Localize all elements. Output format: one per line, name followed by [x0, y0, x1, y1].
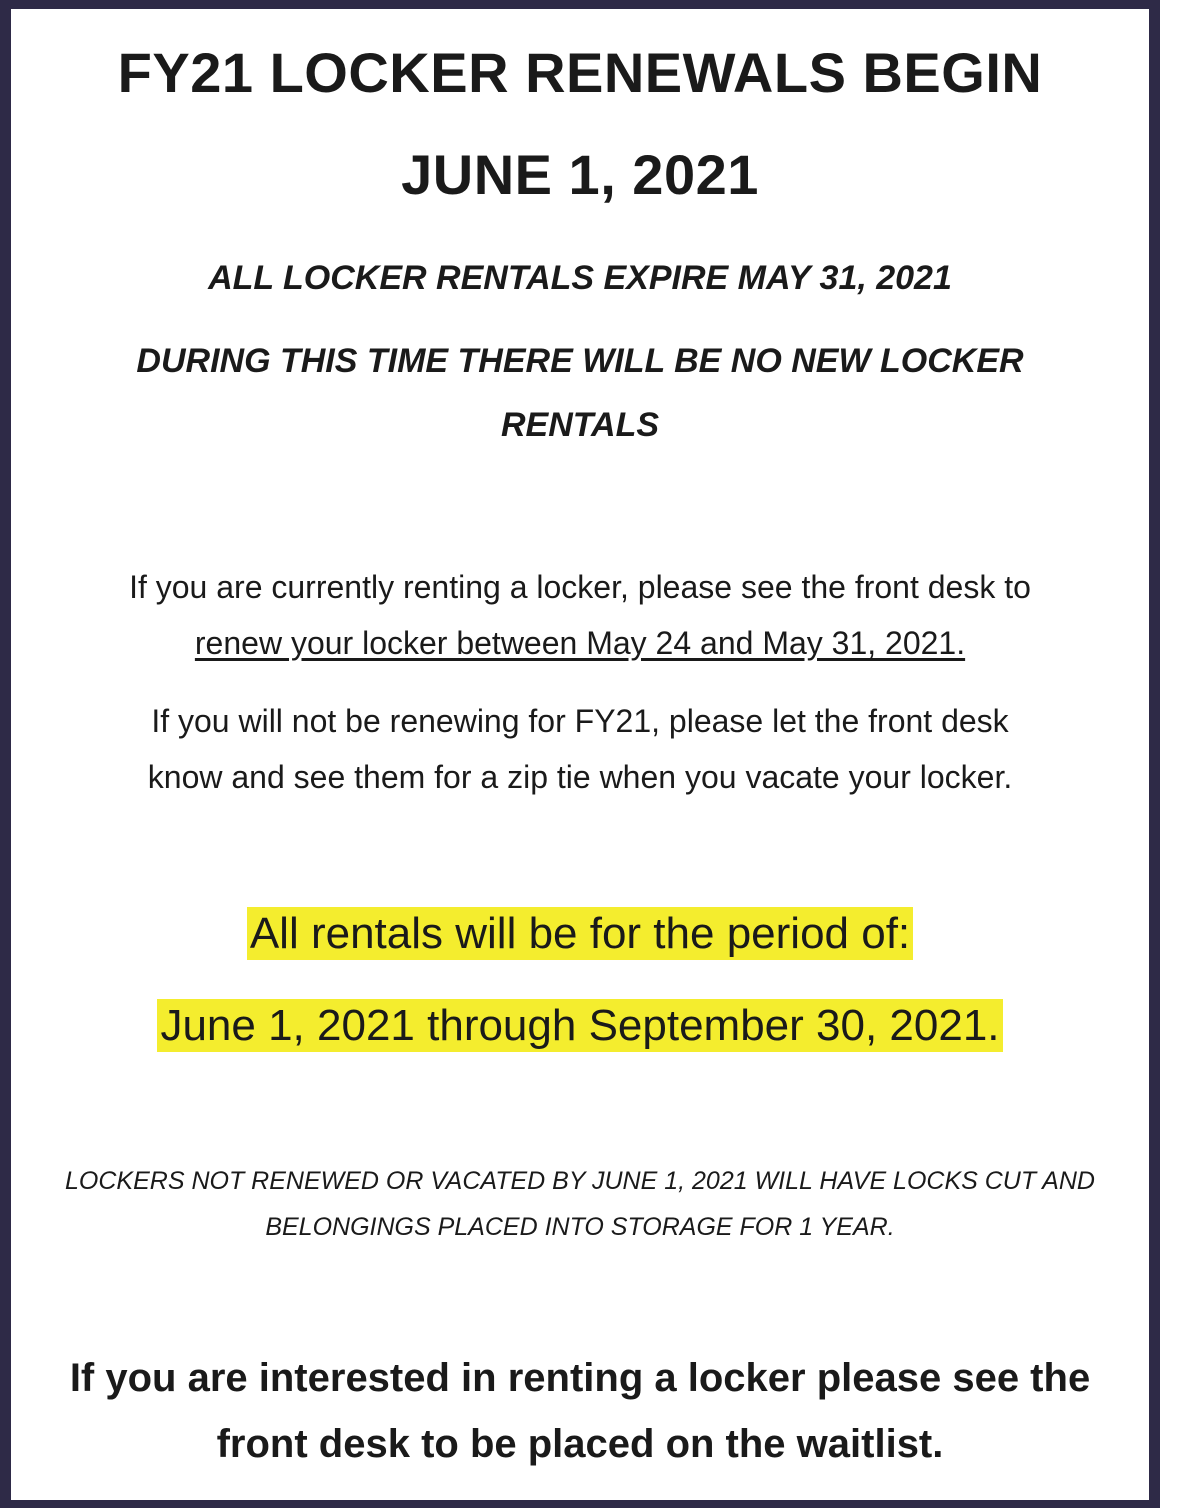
not-renewing-line-2: know and see them for a zip tie when you vacate your locker.: [147, 759, 1013, 795]
rental-period-highlight-2: June 1, 2021 through September 30, 2021.: [157, 999, 1002, 1052]
waitlist-line-2: front desk to be placed on the waitlist.: [216, 1422, 944, 1466]
rental-period-highlight-1: All rentals will be for the period of:: [247, 907, 913, 960]
warning-line-2: BELONGINGS PLACED INTO STORAGE FOR 1 YEAR.: [265, 1213, 895, 1241]
renew-window-underlined: renew your locker between May 24 and May 31, 2021.: [194, 625, 966, 661]
renew-instruction-line-1: If you are currently renting a locker, please see the front desk to: [129, 569, 1031, 605]
waitlist-line-1: If you are interested in renting a locker please see the: [69, 1356, 1091, 1400]
renew-instruction-line-2: [11, 622, 1149, 664]
no-new-rentals-line-1: DURING THIS TIME THERE WILL BE NO NEW LOCKER: [136, 342, 1024, 380]
rental-period-line-1: [11, 906, 1149, 962]
not-renewing-line-1: If you will not be renewing for FY21, please let the front desk: [151, 703, 1009, 739]
title-line-2: JUNE 1, 2021: [401, 143, 759, 206]
rental-period-line-2: [11, 998, 1149, 1054]
expire-notice: ALL LOCKER RENTALS EXPIRE MAY 31, 2021: [208, 259, 952, 297]
title-line-1: FY21 LOCKER RENEWALS BEGIN: [117, 41, 1043, 104]
no-new-rentals-line-2: RENTALS: [500, 406, 660, 444]
warning-line-1: LOCKERS NOT RENEWED OR VACATED BY JUNE 1, 2021 WILL HAVE LOCKS CUT AND: [65, 1167, 1095, 1195]
